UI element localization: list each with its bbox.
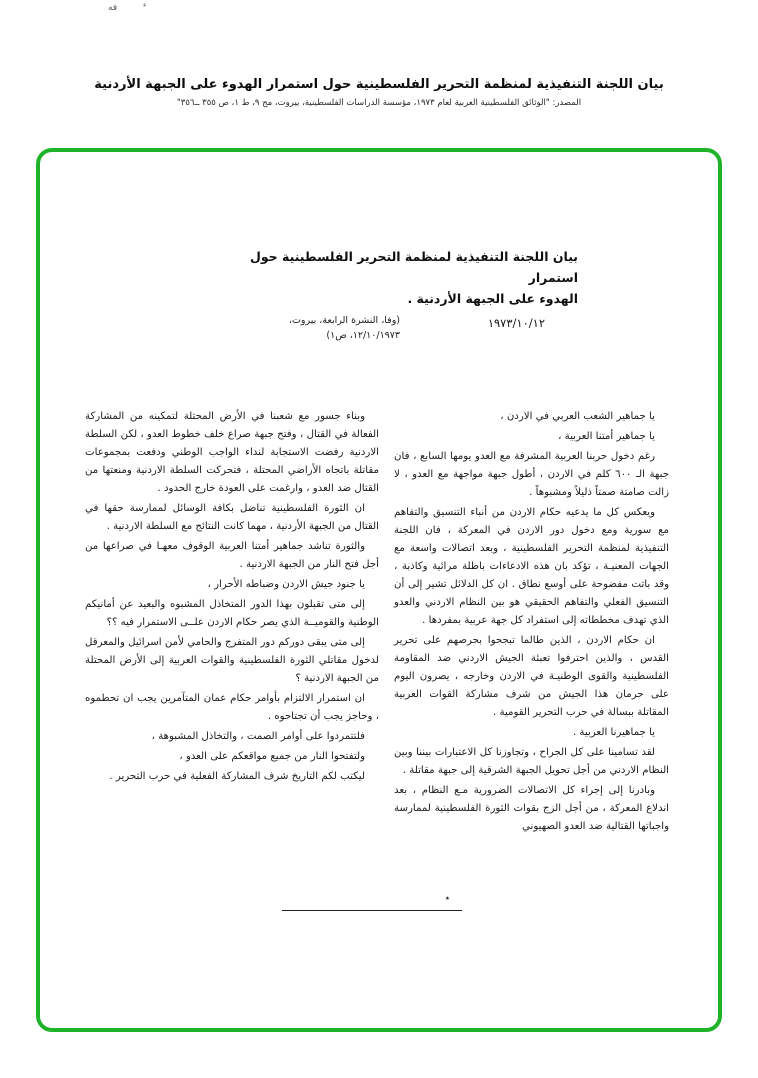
paragraph: إلى متى تقبلون بهذا الدور المتخاذل المشبوه والبعيد عن أمانيكم الوطنية والقوميــة الذي يصر حكام الاردن علــى الاستمرار فيه ؟؟: [85, 599, 379, 628]
paragraph: يا جماهيرنا العربية .: [572, 727, 655, 738]
citation-line2: ١٢/١٠/١٩٧٣، ص١): [326, 330, 400, 341]
page-title: بيان اللجنة التنفيذية لمنظمة التحرير الفلسطينية حول استمرار الهدوء على الجبهة الأردنية: [94, 77, 664, 92]
scan-mark: فه: [108, 3, 118, 13]
paragraph: لقد تسامينا على كل الجراح ، وتجاوزنا كل الاعتبارات بيننا وبين النظام الاردني من أجل تحويل الجبهة الشرقية إلى جبهة مقاتلة .: [394, 747, 669, 776]
paragraph: والثورة تناشد جماهير أمتنا العربية الوقوف معهـا في صراعها من أجل فتح النار من الجبهة الاردنية .: [85, 541, 379, 570]
source-line: المصدر: "الوثائق الفلسطينية العربية لعام ١٩٧٣، مؤسسة الدراسات الفلسطينية، بيروت، مج ٩، ط ١، ص ٣٥٥ ــ٣٥٦": [176, 98, 582, 108]
document-body: [85, 408, 669, 904]
footer-rule: [282, 910, 462, 911]
paragraph: وبادرنا إلى إجراء كل الاتصالات الضرورية مـع النظام ، بعد اندلاع المعركة ، من أجل الزج بقوات الثورة الفلسطينية لممارسة واجباتها القتالية ضد العدو الصهيوني: [394, 785, 669, 832]
paragraph: يا جماهير الشعب العربي في الاردن ،: [500, 411, 655, 422]
paragraph: ولتفتحوا النار من جميع مواقعكم على العدو ،: [179, 751, 365, 762]
scan-mark: ء: [143, 1, 147, 9]
paragraph: يا جماهير أمتنا العربية ،: [558, 431, 655, 442]
paragraph: يا جنود جيش الاردن وضباطه الأحرار ،: [207, 579, 365, 590]
paragraph: ويعكس كل ما يدعيه حكام الاردن من أنباء التنسيق والتفاهم مع سورية ومع دخول دور الاردن في المعركة ، فان اللجنة التنفيذية لمنظمة التحرير الفلسطينية ، وبعد اتصالات واسعة مع الجهات المعنيـة ، تؤكد بان هذه الادعاءات باطلة مرائية وكاذبة ، وقد باتت مفضوحة على أوسع نطاق . ان كل الدلائل تشير إلى أن التنسيق الفعلي والتفاهم الحقيقي هو بين النظام الاردني والعدو الذي تهدف مخططاته إلى استفراد كل جهة عربية بمفردها .: [394, 507, 669, 626]
document-title-line1: بيان اللجنة التنفيذية لمنظمة التحرير الفلسطينية حول استمرار: [249, 249, 578, 285]
document-title-line2: الهدوء على الجبهة الأردنية .: [407, 291, 578, 306]
paragraph: ان استمرار الالتزام بأوامر حكام عمان المتآمرين يجب ان تحطموه ، وحاجز يجب أن تجتاحوه .: [85, 693, 379, 722]
paragraph: وبناء جسور مع شعبنا في الأرض المحتلة لتمكينه من المشاركة الفعالة في القتال ، وفتح جبهة صراع خلف خطوط العدو ، لكن السلطة الاردنية رفضت الاستجابة لنداء الواجب الوطني ودفعت بمجموعات مقاتلة باتجاه الأراضي المحتلة ، فتحركت السلطة الاردنية ومنعتها من القتال ضد العدو ، وارغمت على العودة خارج الحدود .: [85, 411, 379, 494]
document-date: ١٩٧٣/١٠/١٢: [487, 316, 545, 330]
document-frame: [36, 148, 722, 1032]
paragraph: إلى متى يبقى دوركم دور المتفرج والحامي لأمن اسرائيل والمعرقل لدخول مقاتلي الثورة الفلسطينية والقوات العربية إلى الأرض المحتلة من الجبهة الاردنية ؟: [85, 637, 379, 684]
document-title: [228, 246, 578, 309]
page-header: [0, 76, 758, 109]
footer-mark: ٭: [445, 894, 450, 904]
paragraph: ان حكام الاردن ، الذين طالما تبجحوا بحرصهم على تحرير القدس ، والذين احترفوا تعبئة الجيش الاردني ضد المقاومة الفلسطينية والقوى الوطنيـة في الاردن وخارجه ، يصرون اليوم على حرمان هذا الجيش من شرف مشاركة القوات العربية المقاتلة ببسالة في حرب التحرير القومية .: [394, 635, 669, 718]
citation-line1: (وفا، النشرة الرابعة، بيروت،: [288, 315, 400, 326]
paragraph: ليكتب لكم التاريخ شرف المشاركة الفعلية في حرب التحرير .: [109, 771, 365, 782]
document-citation: [230, 313, 400, 343]
column-right: [394, 408, 669, 904]
paragraph: فلتتمردوا على أوامر الصمت ، والتخاذل المشبوهة ،: [151, 731, 365, 742]
paragraph: ان الثورة الفلسطينية تناضل بكافة الوسائل لممارسة حقها في القتال من الجبهة الأردنية ، مهما كانت النتائج مع السلطة الاردنية .: [85, 503, 379, 532]
paragraph: رغم دخول حربنا العربية المشرفة مع العدو يومها السابع ، فان جبهة الـ ٦٠٠ كلم في الاردن ، أطول جبهة مواجهة مع العدو ، لا زالت صامتة صمتاً ذليلاً ومشبوهاً .: [394, 451, 669, 498]
column-left: [85, 408, 379, 904]
